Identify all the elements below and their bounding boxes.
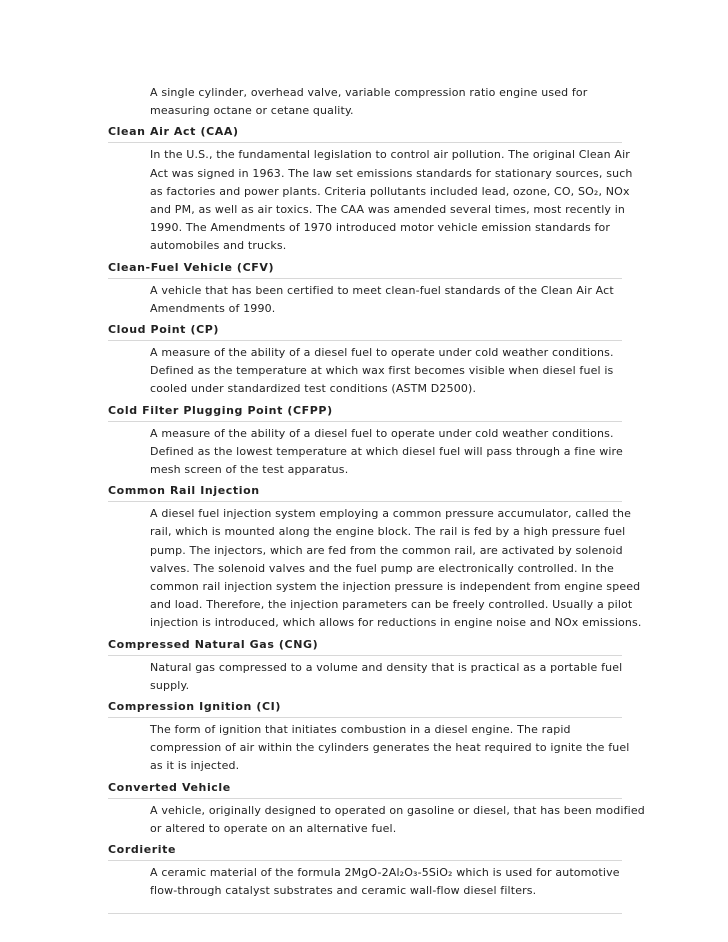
definition-line: A measure of the ability of a diesel fuel to operate under cold weather conditions. xyxy=(150,346,614,360)
term-heading-row xyxy=(108,633,622,656)
term-definition xyxy=(108,344,622,399)
definition-line: pump. The injectors, which are fed from the common rail, are activated by solenoid xyxy=(150,543,623,557)
definition-line: compression of air within the cylinders generates the heat required to ignite the fuel xyxy=(150,741,630,755)
term-title: Clean Air Act (CAA) xyxy=(108,125,239,139)
definition-line: flow-through catalyst substrates and ceramic wall-flow diesel filters. xyxy=(150,884,537,898)
definition-line: valves. The solenoid valves and the fuel pump are electronically controlled. In the xyxy=(150,561,614,575)
term-definition xyxy=(108,146,633,255)
definition-line: Act was signed in 1963. The law set emissions standards for stationary sources, such xyxy=(150,166,633,180)
term-heading-row xyxy=(108,399,622,422)
term-definition xyxy=(108,659,622,695)
term-definition xyxy=(108,721,630,776)
term-title: Cordierite xyxy=(108,843,177,857)
term-title: Compressed Natural Gas (CNG) xyxy=(108,637,319,651)
definition-line: cooled under standardized test conditions (ASTM D2500). xyxy=(150,382,477,396)
term-definition xyxy=(108,282,622,318)
intro-definition xyxy=(108,84,622,120)
term-definition xyxy=(108,425,622,480)
definition-line: and load. Therefore, the injection parameters can be freely controlled. Usually a pilot xyxy=(150,598,633,612)
term-title: Converted Vehicle xyxy=(108,780,231,794)
term-heading-row xyxy=(108,479,622,502)
section-divider xyxy=(108,913,622,914)
term-heading-row xyxy=(108,776,622,799)
definition-line: 1990. The Amendments of 1970 introduced motor vehicle emission standards for xyxy=(150,221,611,235)
definition-line: as factories and power plants. Criteria pollutants included lead, ozone, CO, SO₂, NOx xyxy=(150,184,630,198)
definition-line: A single cylinder, overhead valve, variable compression ratio engine used for xyxy=(150,86,588,99)
definition-line: mesh screen of the test apparatus. xyxy=(150,463,349,477)
term-title: Cloud Point (CP) xyxy=(108,323,220,337)
term-title: Clean-Fuel Vehicle (CFV) xyxy=(108,260,275,274)
term-heading-row xyxy=(108,318,622,341)
term-definition xyxy=(108,864,622,900)
term-definition xyxy=(108,505,642,632)
term-heading-row xyxy=(108,120,622,143)
definition-line: A vehicle that has been certified to meet clean-fuel standards of the Clean Air Act xyxy=(150,283,614,297)
definition-line: A diesel fuel injection system employing a common pressure accumulator, called the xyxy=(150,507,632,521)
definition-line: automobiles and trucks. xyxy=(150,239,287,253)
definition-line: Defined as the temperature at which wax first becomes visible when diesel fuel is xyxy=(150,364,614,378)
term-heading-row xyxy=(108,695,622,718)
definition-line: Defined as the lowest temperature at which diesel fuel will pass through a fine wire xyxy=(150,444,623,458)
definition-line: In the U.S., the fundamental legislation to control air pollution. The original Clean Air xyxy=(150,148,630,162)
definition-line: injection is introduced, which allows for reductions in engine noise and NOx emissions. xyxy=(150,616,642,630)
definition-line: and PM, as well as air toxics. The CAA was amended several times, most recently in xyxy=(150,203,626,217)
definition-line: as it is injected. xyxy=(150,759,240,773)
definition-line: or altered to operate on an alternative fuel. xyxy=(150,821,397,835)
definition-line: Natural gas compressed to a volume and density that is practical as a portable fuel xyxy=(150,660,623,674)
definition-line: rail, which is mounted along the engine block. The rail is fed by a high pressure fuel xyxy=(150,525,626,539)
term-definition xyxy=(108,802,645,838)
definition-line: The form of ignition that initiates combustion in a diesel engine. The rapid xyxy=(150,723,571,737)
definition-line: Amendments of 1990. xyxy=(150,301,276,315)
definition-line: common rail injection system the injection pressure is independent from engine speed xyxy=(150,580,641,594)
glossary-page xyxy=(108,84,645,914)
definition-line: supply. xyxy=(150,678,190,692)
term-heading-row xyxy=(108,256,622,279)
term-title: Compression Ignition (CI) xyxy=(108,700,281,714)
definition-line: A vehicle, originally designed to operated on gasoline or diesel, that has been modified xyxy=(150,803,645,817)
definition-line: A measure of the ability of a diesel fuel to operate under cold weather conditions. xyxy=(150,426,614,440)
definition-line: measuring octane or cetane quality. xyxy=(150,104,354,118)
term-title: Common Rail Injection xyxy=(108,484,260,498)
term-heading-row xyxy=(108,838,622,861)
definition-line: A ceramic material of the formula 2MgO-2Al₂O₃-5SiO₂ which is used for automotive xyxy=(150,866,620,880)
term-title: Cold Filter Plugging Point (CFPP) xyxy=(108,403,333,417)
